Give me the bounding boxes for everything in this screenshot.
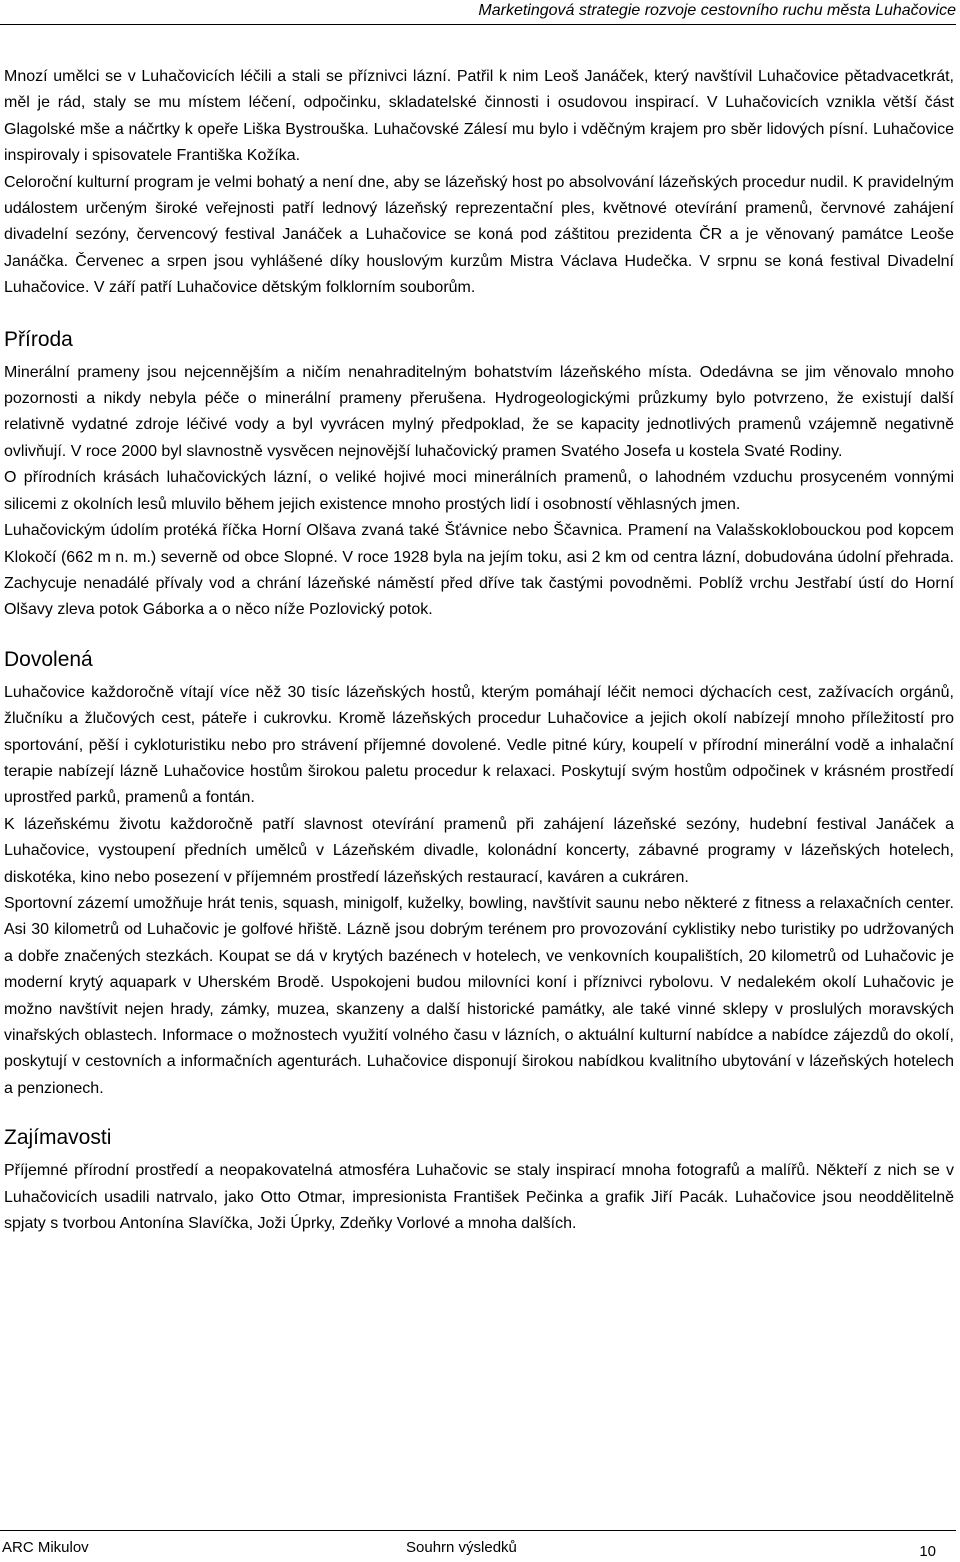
- nature-paragraph: O přírodních krásách luhačovických lázní, o veliké hojivé moci minerálních pramenů, o lahodném vzduchu prosyceném vonnými silicemi z okolních lesů mluvilo během jejich existence mnoho prostých lidí i osobností věhlasných jmen.: [4, 469, 954, 513]
- holiday-section: [4, 646, 954, 1103]
- holiday-paragraph: K lázeňskému životu každoročně patří slavnost otevírání pramenů při zahájení lázeňské sezóny, hudební festival Janáček a Luhačovice, vystoupení předních umělců v Lázeňském divadle, kolonádní koncerty, zábavné programy v lázeňských hotelech, diskotéka, kino nebo posezení v příjemném prostředí lázeňských restaurací, kaváren a cukráren.: [4, 815, 954, 886]
- document-body: [4, 64, 954, 1237]
- section-heading-attractions: Zajímavosti: [4, 1126, 112, 1150]
- footer-document-title: Souhrn výsledků: [406, 1539, 517, 1556]
- section-heading-holiday: Dovolená: [4, 647, 93, 671]
- nature-paragraph: Minerální prameny jsou nejcennějším a ničím nenahraditelným bohatstvím lázeňského místa. Odedávna se jim věnovalo mnoho pozornosti a nikdy nebyla péče o minerální prameny přerušena. Hydrogeologickými průzkumy bylo potvrzeno, že existují další relativně vydatné zdroje léčivé vody a byl vyvrácen mylný předpoklad, že se kapacity jednotlivých pramenů vzájemně negativně ovlivňují. V roce 2000 byl slavnostně vysvěcen nejnovější luhačovický pramen Svatého Josefa u kostela Svaté Rodiny.: [4, 363, 954, 460]
- attractions-section: [4, 1124, 954, 1237]
- intro-paragraph: Celoroční kulturní program je velmi bohatý a není dne, aby se lázeňský host po absolvování lázeňských procedur nudil. K pravidelným událostem určeným široké veřejnosti patří lednový lázeňský reprezentační ples, květnové otevírání pramenů, červnové zahájení divadelní sezóny, červencový festival Janáček a Luhačovice se koná pod záštitou prezidenta ČR a je věnovaný památce Leoše Janáčka. Červenec a srpen jsou vyhlášené díky houslovým kurzům Mistra Václava Hudečka. V srpnu se koná festival Divadelní Luhačovice. V září patří Luhačovice dětským folklorním souborům.: [4, 173, 954, 297]
- page-footer: [0, 1530, 956, 1562]
- holiday-paragraph: Sportovní zázemí umožňuje hrát tenis, squash, minigolf, kuželky, bowling, navštívit saunu nebo některé z fitness a relaxačních center. Asi 30 kilometrů od Luhačovic je golfové hřiště. Lázně jsou dobrým terénem pro provozování cyklistiky nebo turistiky po udržovaných a dobře značených stezkách. Koupat se dá v krytých bazénech v hotelech, ve venkovních koupalištích, 20 kilometrů od Luhačovic je moderní krytý aquapark v Uherském Brodě. Uspokojeni budou milovníci koní i příznivci rybolovu. V nedalekém okolí Luhačovic je možno navštívit nejen hrady, zámky, muzea, skanzeny a další historické památky, ale také vinné sklepy v proslulých moravských vinařských oblastech. Informace o možnostech využití volného času v lázních, o aktuální kulturní nabídce a nabídce zájezdů do okolí, poskytují v cestovních a informačních agenturách. Luhačovice disponují širokou nabídkou kvalitního ubytování v lázeňských hotelech a penzionech.: [4, 894, 954, 1097]
- nature-paragraph: Luhačovickým údolím protéká říčka Horní Olšava zvaná také Šťávnice nebo Ščavnica. Pramení na Valašskoklobouckou pod kopcem Klokočí (662 m n. m.) severně od obce Slopné. V roce 1928 byla na jejím toku, asi 2 km od centra lázní, dobudována údolní přehrada. Zachycuje nenadálé přívaly vod a chrání lázeňské náměstí před dříve tak častými povodněmi. Poblíž vrchu Jestřabí ústí do Horní Olšavy zleva potok Gáborka a o něco níže Pozlovický potok.: [4, 522, 954, 619]
- header-divider: [0, 24, 956, 25]
- intro-section: [4, 64, 954, 302]
- footer-organization: ARC Mikulov: [2, 1539, 89, 1556]
- nature-section: [4, 326, 954, 624]
- holiday-paragraph: Luhačovice každoročně vítají více něž 30 tisíc lázeňských hostů, kterým pomáhají léčit nemoci dýchacích cest, zažívacích orgánů, žlučníku a žlučových cest, páteře i cukrovku. Kromě lázeňských procedur Luhačovice a jejich okolí nabízejí mnoho příležitostí pro sportování, pěší i cykloturistiku nebo pro strávení příjemné dovolené. Vedle pitné kúry, koupelí v přírodní minerální vodě a inhalační terapie nabízejí lázně Luhačovice hostům širokou paletu procedur k relaxaci. Poskytují svým hostům odpočinek v krásném prostředí uprostřed parků, pramenů a fontán.: [4, 683, 954, 807]
- intro-paragraph: Mnozí umělci se v Luhačovicích léčili a stali se příznivci lázní. Patřil k nim Leoš Janáček, který navštívil Luhačovice pětadvacetkrát, měl je rád, staly se mu místem léčení, odpočinku, skladatelské činnosti i osudovou inspirací. V Luhačovicích vznikla větší část Glagolské mše a náčrtky k opeře Liška Bystrouška. Luhačovské Zálesí mu bylo i vděčným krajem pro sběr lidových písní. Luhačovice inspirovaly i spisovatele Františka Kožíka.: [4, 68, 954, 165]
- attractions-paragraph: Příjemné přírodní prostředí a neopakovatelná atmosféra Luhačovic se staly inspirací mnoha fotografů a malířů. Někteří z nich se v Luhačovicích usadili natrvalo, jako Otto Otmar, impresionista František Pečinka a grafik Jiří Pacák. Luhačovice jsou neoddělitelně spjaty s tvorbou Antonína Slavíčka, Joži Úprky, Zdeňky Vorlové a mnoha dalších.: [4, 1162, 954, 1233]
- section-heading-nature: Příroda: [4, 327, 73, 351]
- page-number: 10: [919, 1543, 936, 1560]
- running-header: Marketingová strategie rozvoje cestovního ruchu města Luhačovice: [478, 2, 956, 19]
